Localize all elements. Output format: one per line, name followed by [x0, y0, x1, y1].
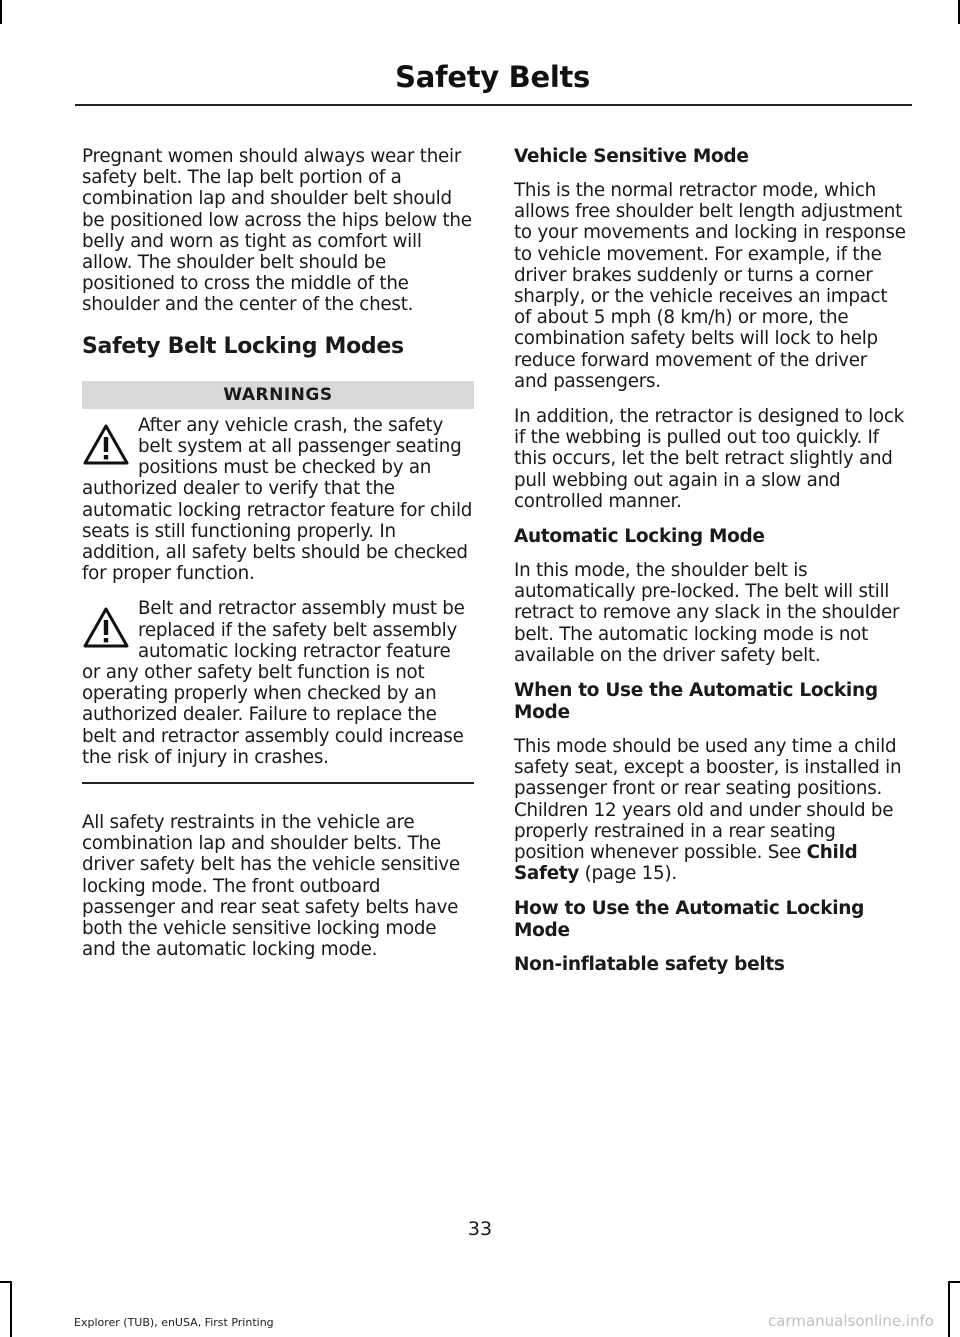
warning-text-1: After any vehicle crash, the safety belt system at all passenger seating positions must be checked by an authorized dealer to verify that the automatic locking retractor feature for child seats is still functioning properly. In addition, all safety belts should be checked for proper function. [82, 414, 473, 585]
warnings-end-rule [82, 782, 474, 784]
when-to-use-heading: When to Use the Automatic Locking Mode [514, 680, 878, 724]
warning-triangle-icon [82, 423, 130, 467]
vehicle-sensitive-paragraph-2: In addition, the retractor is designed to lock if the webbing is pulled out too quickly. If this occurs, let the belt retract slightly and pull webbing out again in a slow and controlled manner. [514, 406, 904, 512]
non-inflatable-heading: Non-inflatable safety belts [514, 954, 785, 976]
warnings-header: WARNINGS [82, 381, 474, 409]
crop-mark-bottom-left [10, 1283, 12, 1337]
header-rule [75, 104, 912, 106]
page-reference: (page 15). [579, 863, 677, 885]
right-column [514, 146, 906, 988]
crop-mark-bottom-right [948, 1283, 950, 1337]
warning-item-1 [82, 415, 474, 585]
when-to-use-text: This mode should be used any time a child safety seat, except a booster, is installed in passenger front or rear seating positions. Children 12 years old and under should be properly restrained in a rear seating position whenever possible. See [514, 736, 902, 864]
vehicle-sensitive-paragraph-1: This is the normal retractor mode, which allows free shoulder belt length adjustment to your movements and locking in response to vehicle movement. For example, if the driver brakes suddenly or turns a corner sharply, or the vehicle receives an impact of about 5 mph (8 km/h) or more, the combination safety belts will lock to help reduce forward movement of the driver and passengers. [514, 180, 906, 392]
left-column [82, 146, 474, 975]
page-number: 33 [467, 1218, 493, 1240]
warning-text-2: Belt and retractor assembly must be replaced if the safety belt assembly automatic locking retractor feature or any other safety belt function is not operating properly when checked by an authorized dealer. Failure to replace the belt and retractor assembly could increase the risk of injury in crashes. [82, 598, 465, 768]
page-title: Safety Belts [395, 60, 590, 94]
warnings-box [82, 381, 474, 784]
restraints-paragraph: All safety restraints in the vehicle are combination lap and shoulder belts. The driver safety belt has the vehicle sensitive locking mode. The front outboard passenger and rear seat safety belts have both the vehicle sensitive locking mode and the automatic locking mode. [82, 812, 460, 961]
warning-triangle-icon [82, 606, 130, 650]
how-to-use-heading: How to Use the Automatic Locking Mode [514, 898, 865, 942]
crop-mark-bottom-right-h [948, 1281, 960, 1283]
watermark: carmanualsonline.info [768, 1312, 934, 1330]
vehicle-sensitive-mode-heading: Vehicle Sensitive Mode [514, 146, 749, 167]
automatic-locking-paragraph: In this mode, the shoulder belt is automatically pre-locked. The belt will still retract to remove any slack in the shoulder belt. The automatic locking mode is not available on the driver safety belt. [514, 560, 900, 666]
when-to-use-paragraph [514, 736, 906, 884]
automatic-locking-mode-heading: Automatic Locking Mode [514, 526, 765, 548]
section-heading: Safety Belt Locking Modes [82, 333, 404, 359]
intro-paragraph: Pregnant women should always wear their safety belt. The lap belt portion of a combination lap and shoulder belt should be positioned low across the hips below the belly and worn as tight as comfort will allow. The shoulder belt should be positioned to cross the middle of the shoulder and the center of the chest. [82, 146, 472, 316]
crop-mark-bottom-left-h [0, 1281, 12, 1283]
child-safety-link[interactable]: Child Safety [514, 842, 858, 885]
crop-mark-top-left [0, 0, 2, 24]
edition-footer: Explorer (TUB), enUSA, First Printing [74, 1316, 274, 1329]
warning-item-2 [82, 598, 474, 768]
